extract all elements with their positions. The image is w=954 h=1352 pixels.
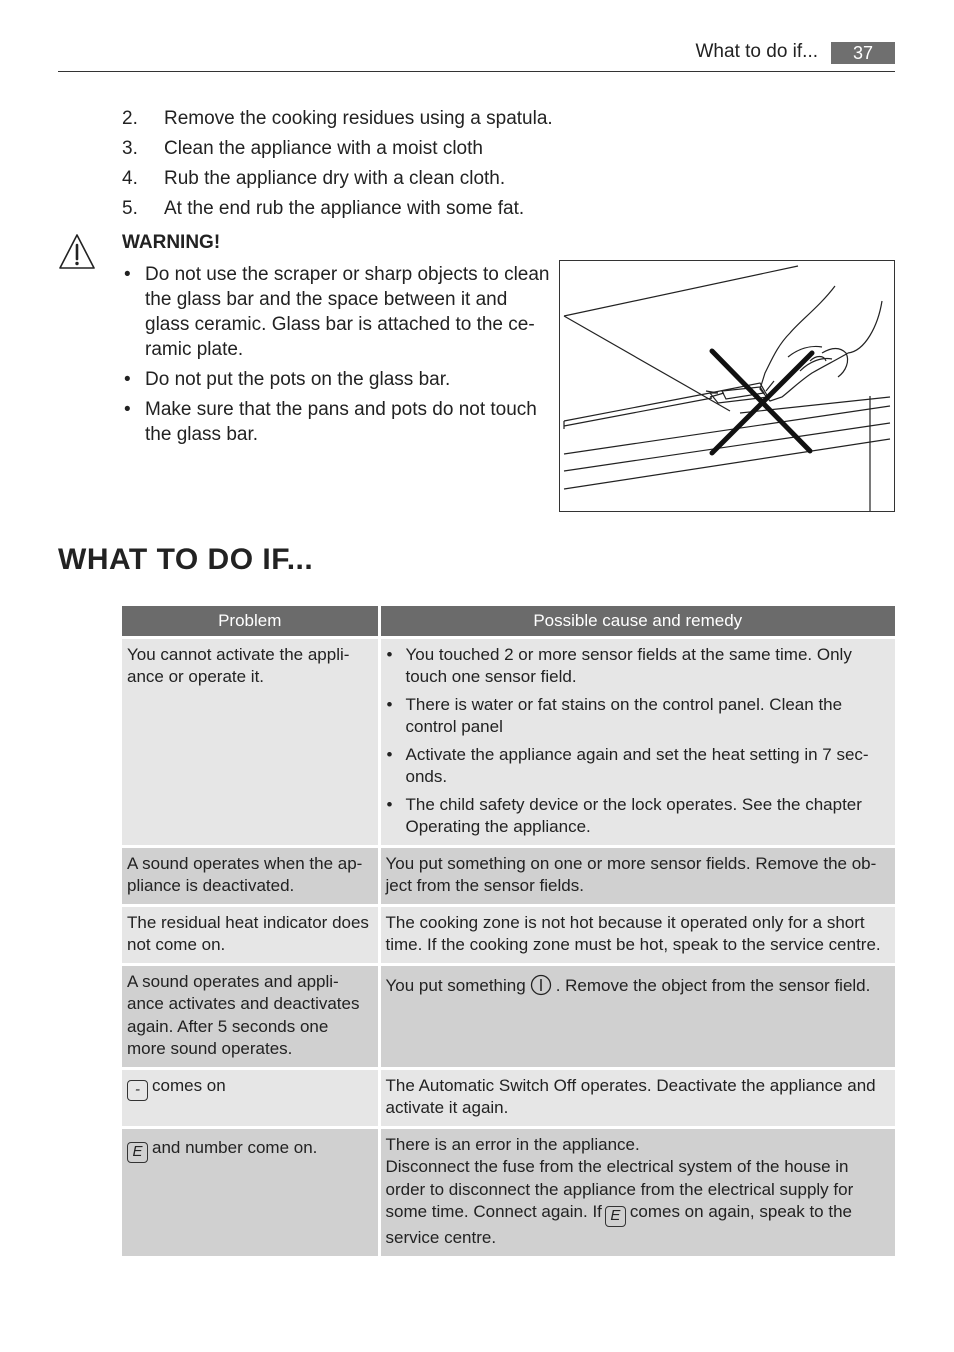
table-row — [122, 1127, 895, 1256]
bullet: • — [386, 744, 393, 764]
step-item — [122, 104, 562, 134]
warning-triangle-icon — [58, 233, 96, 271]
problem-cell — [122, 905, 379, 964]
warning-text: Do not use the scraper or sharp objects to clean the glass bar and the space between it and glass ceramic. Glass bar is attached to the ce-ramic plate. — [145, 264, 550, 360]
problem-cell — [122, 1127, 379, 1256]
remedy-text: The Automatic Switch Off operates. Deactivate the appliance and activate it again. — [385, 1075, 876, 1117]
bullet: • — [124, 264, 131, 285]
table-row — [122, 846, 895, 905]
problem-cell — [122, 637, 379, 846]
warning-title: WARNING! — [122, 232, 221, 253]
table-row — [122, 964, 895, 1068]
remedy-cell — [379, 637, 895, 846]
remedy-item — [386, 644, 890, 689]
warning-list — [122, 262, 552, 452]
warning-text: Make sure that the pans and pots do not touch the glass bar. — [145, 399, 537, 445]
table-row — [122, 637, 895, 846]
column-header-problem: Problem — [122, 606, 379, 637]
problem-text: The residual heat indicator does not come on. — [127, 912, 369, 954]
problem-text: and number come on. — [152, 1137, 318, 1157]
step-item — [122, 194, 562, 224]
bullet: • — [386, 644, 393, 664]
step-text: Rub the appliance dry with a clean cloth. — [164, 168, 506, 189]
remedy-text: You touched 2 or more sensor fields at the same time. Only touch one sensor field. — [405, 644, 852, 686]
step-text: At the end rub the appliance with some fat. — [164, 198, 525, 219]
remedy-cell — [379, 964, 895, 1068]
scraper-illustration-drawing — [560, 261, 894, 511]
remedy-text: The child safety device or the lock operates. See the chapter Operating the appliance. — [405, 794, 862, 836]
table-header-row — [122, 606, 895, 637]
warning-item — [122, 367, 552, 392]
remedy-text: You put something — [385, 975, 526, 995]
bullet: • — [124, 369, 131, 390]
problem-text: A sound operates when the ap-pliance is deactivated. — [127, 853, 363, 895]
step-number: 2. — [122, 108, 138, 129]
step-text: Clean the appliance with a moist cloth — [164, 138, 483, 159]
scraper-prohibited-illustration — [559, 260, 895, 512]
cleaning-steps — [122, 104, 562, 224]
remedy-text: Activate the appliance again and set the heat setting in 7 sec-onds. — [405, 744, 869, 786]
remedy-text: There is an error in the appliance. — [385, 1134, 640, 1154]
step-text: Remove the cooking residues using a spatula. — [164, 108, 553, 129]
warning-item — [122, 262, 552, 362]
header-title: What to do if... — [695, 41, 818, 62]
step-number: 5. — [122, 198, 138, 219]
section-title: WHAT TO DO IF... — [58, 543, 314, 576]
remedy-item — [386, 744, 890, 789]
problem-cell — [122, 1068, 379, 1127]
problem-text: A sound operates and appli-ance activates and deactivates again. After 5 seconds one more sound operates. — [127, 971, 360, 1058]
warning-item — [122, 397, 552, 447]
remedy-text: comes on again, speak to the service centre. — [385, 1202, 852, 1247]
column-header-remedy: Possible cause and remedy — [379, 606, 895, 637]
remedy-cell — [379, 846, 895, 905]
display-error-symbol: E — [127, 1142, 148, 1163]
bullet: • — [386, 794, 393, 814]
problem-text: You cannot activate the appli-ance or operate it. — [127, 644, 350, 686]
page-number: 37 — [831, 42, 895, 64]
display-dash-symbol: - — [127, 1080, 148, 1101]
remedy-cell — [379, 905, 895, 964]
warning-text: Do not put the pots on the glass bar. — [145, 369, 451, 390]
remedy-item — [386, 694, 890, 739]
step-number: 3. — [122, 138, 138, 159]
bullet: • — [386, 694, 393, 714]
problem-cell — [122, 846, 379, 905]
remedy-text: There is water or fat stains on the control panel. Clean the control panel — [405, 694, 843, 736]
remedy-text: . Remove the object from the sensor field. — [555, 975, 871, 995]
table-row — [122, 1068, 895, 1127]
remedy-item — [386, 794, 890, 839]
remedy-list — [386, 644, 890, 839]
problem-cell — [122, 964, 379, 1068]
step-item — [122, 164, 562, 194]
remedy-cell — [379, 1127, 895, 1256]
table-row — [122, 905, 895, 964]
power-sensor-icon — [530, 974, 552, 996]
bullet: • — [124, 399, 131, 420]
step-item — [122, 134, 562, 164]
step-number: 4. — [122, 168, 138, 189]
problem-text: comes on — [152, 1075, 226, 1095]
page-header — [58, 40, 895, 72]
remedy-text: You put something on one or more sensor fields. Remove the ob-ject from the sensor fields. — [385, 853, 877, 895]
display-error-symbol: E — [605, 1206, 626, 1227]
remedy-cell — [379, 1068, 895, 1127]
troubleshooting-table — [122, 606, 895, 1256]
remedy-text: Disconnect the fuse from the electrical system of the house in order to disconnect the appliance from the electrical supply for some time. Connect again. If — [385, 1157, 854, 1221]
remedy-text: The cooking zone is not hot because it operated only for a short time. If the cooking zone must be hot, speak to the service centre. — [385, 912, 881, 954]
